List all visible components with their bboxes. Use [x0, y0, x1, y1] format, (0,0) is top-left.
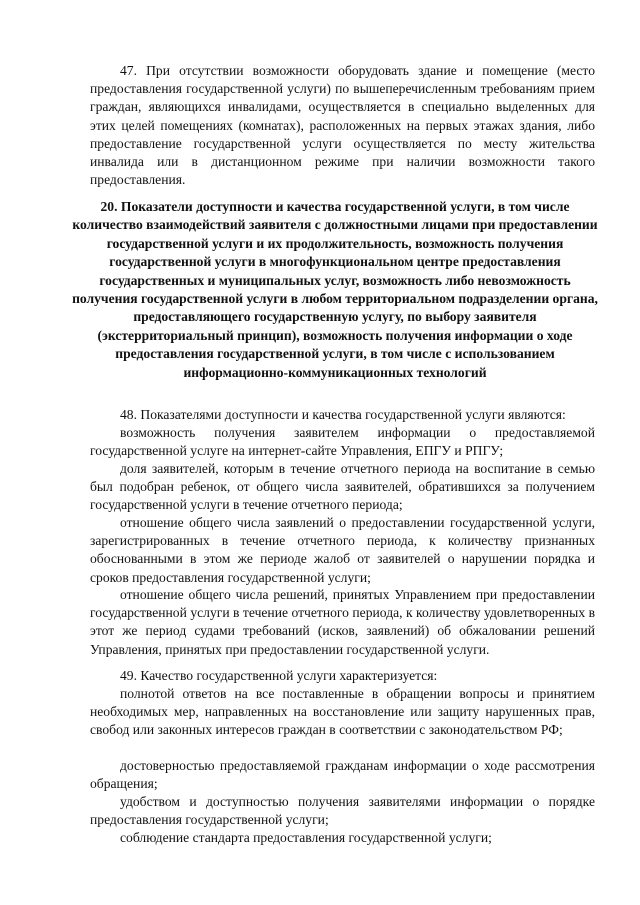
section-heading-20: 20. Показатели доступности и качества государственной услуги, в том числе количество взаимодействий заявителя с должностными лицами при предоставлении государственной услуги и их продолжительность, возможность получения государственной услуги в многофункциональном центре предоставления государственных и муниципальных услуг, возможность либо невозможность получения государственной услуги в любом территориальном подразделении органа, предоставляющего государственную услугу, по выбору заявителя (экстерриториальный принцип), возможность получения информации о ходе предоставления государственной услуги, в том числе с использованием информационно-коммуникационных технологий — [72, 199, 598, 380]
paragraph-48-item-2: доля заявителей, которым в течение отчетного периода на воспитание в семью был подобран ребенок, от общего числа заявителей, обратившихся за получением государственной услуги в течение отчетного периода; — [90, 461, 595, 513]
paragraph-48-item-3: отношение общего числа заявлений о предоставлении государственной услуги, зарегистрированных в течение отчетного периода, к количеству признанных обоснованными в этом же периоде жалоб от заявителей о нарушении порядка и сроков предоставления государственной услуги; — [90, 515, 595, 585]
paragraph-49-item-3: удобством и доступностью получения заявителями информации о порядке предоставления государственной услуги; — [90, 794, 595, 828]
paragraph-49-item-4: соблюдение стандарта предоставления государственной услуги; — [120, 830, 492, 845]
paragraph-49-item-1: полнотой ответов на все поставленные в обращении вопросы и принятием необходимых мер, направленных на восстановление или защиту нарушенных прав, свобод или законных интересов граждан в соответствии с законодательством РФ; — [90, 686, 595, 738]
paragraph-48-intro: 48. Показателями доступности и качества государственной услуги являются: — [120, 407, 566, 422]
paragraph-49-item-2: достоверностью предоставляемой гражданам информации о ходе рассмотрения обращения; — [90, 758, 595, 792]
paragraph-48-item-4: отношение общего числа решений, принятых Управлением при предоставлении государственной услуги в течение отчетного периода, к количеству удовлетворенных в этот же период судами требований (исков, заявлений) об обжаловании решений Управления, принятых при предоставлении государственной услуги. — [90, 587, 595, 657]
paragraph-49-intro: 49. Качество государственной услуги характеризуется: — [120, 668, 438, 683]
paragraph-47: 47. При отсутствии возможности оборудовать здание и помещение (место предоставления государственной услуги) по вышеперечисленным требованиям прием граждан, являющихся инвалидами, осуществляется в специально выделенных для этих целей помещениях (комнатах), расположенных на первых этажах здания, либо предоставление государственной услуги осуществляется по месту жительства инвалида или в дистанционном режиме при наличии возможности такого предоставления. — [90, 63, 595, 188]
paragraph-48-item-1: возможность получения заявителем информации о предоставляемой государственной услуге на интернет-сайте Управления, ЕПГУ и РПГУ; — [90, 425, 595, 459]
